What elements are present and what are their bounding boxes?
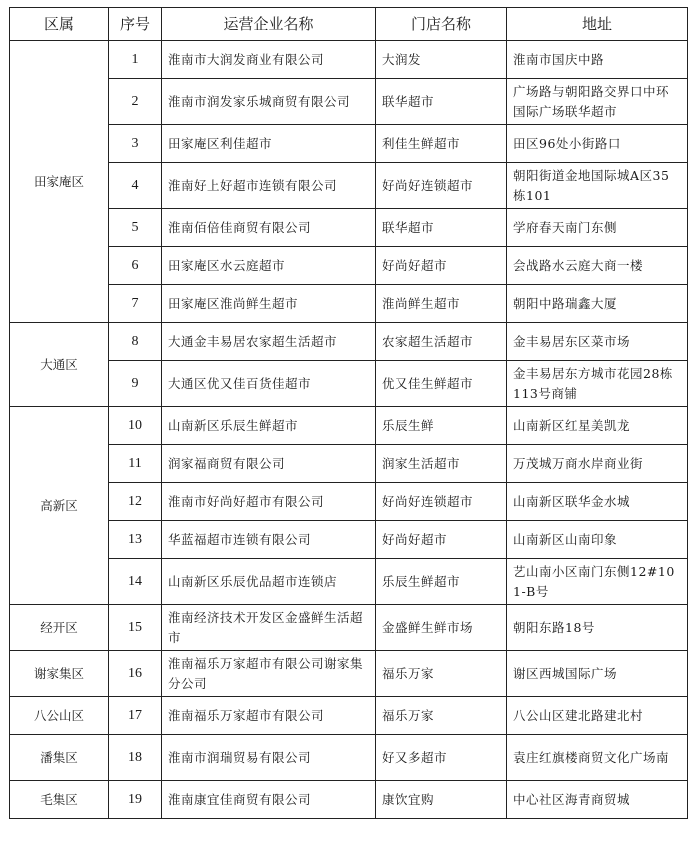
company-name: 淮南市好尚好超市有限公司	[162, 483, 376, 521]
table-row	[10, 247, 688, 285]
row-number: 16	[109, 651, 162, 697]
company-name: 润家福商贸有限公司	[162, 445, 376, 483]
district-cell: 大通区	[10, 323, 109, 407]
store-address: 谢区西城国际广场	[507, 651, 688, 697]
header-company: 运营企业名称	[162, 8, 376, 41]
table-row	[10, 323, 688, 361]
company-name: 淮南康宜佳商贸有限公司	[162, 781, 376, 819]
table-row	[10, 697, 688, 735]
district-cell: 田家庵区	[10, 41, 109, 323]
store-address: 艺山南小区南门东侧12#101-B号	[507, 559, 688, 605]
header-address: 地址	[507, 8, 688, 41]
table-row	[10, 445, 688, 483]
district-cell: 潘集区	[10, 735, 109, 781]
company-name: 田家庵区利佳超市	[162, 125, 376, 163]
company-name: 淮南佰倍佳商贸有限公司	[162, 209, 376, 247]
table-row	[10, 285, 688, 323]
table-header-row	[10, 8, 688, 41]
store-name: 福乐万家	[376, 697, 507, 735]
table-row	[10, 781, 688, 819]
header-no: 序号	[109, 8, 162, 41]
store-address: 山南新区山南印象	[507, 521, 688, 559]
row-number: 4	[109, 163, 162, 209]
table-row	[10, 79, 688, 125]
store-name: 福乐万家	[376, 651, 507, 697]
store-address: 八公山区建北路建北村	[507, 697, 688, 735]
row-number: 18	[109, 735, 162, 781]
header-store: 门店名称	[376, 8, 507, 41]
store-name: 乐辰生鲜	[376, 407, 507, 445]
store-address: 淮南市国庆中路	[507, 41, 688, 79]
company-name: 华蓝福超市连锁有限公司	[162, 521, 376, 559]
table-row	[10, 361, 688, 407]
row-number: 8	[109, 323, 162, 361]
company-name: 淮南好上好超市连锁有限公司	[162, 163, 376, 209]
row-number: 11	[109, 445, 162, 483]
company-name: 淮南福乐万家超市有限公司	[162, 697, 376, 735]
store-address: 山南新区红星美凯龙	[507, 407, 688, 445]
document-page	[9, 7, 688, 819]
row-number: 13	[109, 521, 162, 559]
store-name: 金盛鲜生鲜市场	[376, 605, 507, 651]
district-cell: 经开区	[10, 605, 109, 651]
store-address: 学府春天南门东侧	[507, 209, 688, 247]
company-name: 山南新区乐辰生鲜超市	[162, 407, 376, 445]
store-name: 好尚好连锁超市	[376, 163, 507, 209]
row-number: 1	[109, 41, 162, 79]
store-name: 优又佳生鲜超市	[376, 361, 507, 407]
store-name: 好尚好连锁超市	[376, 483, 507, 521]
store-address: 田区96处小街路口	[507, 125, 688, 163]
row-number: 6	[109, 247, 162, 285]
table-row	[10, 651, 688, 697]
district-cell: 八公山区	[10, 697, 109, 735]
store-name: 乐辰生鲜超市	[376, 559, 507, 605]
row-number: 15	[109, 605, 162, 651]
store-address: 广场路与朝阳路交界口中环国际广场联华超市	[507, 79, 688, 125]
store-address: 中心社区海青商贸城	[507, 781, 688, 819]
store-list-table	[9, 7, 688, 819]
row-number: 3	[109, 125, 162, 163]
store-name: 好尚好超市	[376, 521, 507, 559]
district-cell: 谢家集区	[10, 651, 109, 697]
company-name: 田家庵区水云庭超市	[162, 247, 376, 285]
table-row	[10, 559, 688, 605]
store-address: 金丰易居东区菜市场	[507, 323, 688, 361]
table-row	[10, 163, 688, 209]
row-number: 12	[109, 483, 162, 521]
company-name: 大通金丰易居农家超生活超市	[162, 323, 376, 361]
store-name: 好尚好超市	[376, 247, 507, 285]
store-name: 联华超市	[376, 209, 507, 247]
store-address: 朝阳东路18号	[507, 605, 688, 651]
table-row	[10, 41, 688, 79]
table-row	[10, 125, 688, 163]
store-name: 大润发	[376, 41, 507, 79]
table-row	[10, 209, 688, 247]
table-row	[10, 483, 688, 521]
table-row	[10, 605, 688, 651]
store-address: 万茂城万商水岸商业街	[507, 445, 688, 483]
store-address: 袁庄红旗楼商贸文化广场南	[507, 735, 688, 781]
store-name: 农家超生活超市	[376, 323, 507, 361]
header-district: 区属	[10, 8, 109, 41]
table-row	[10, 521, 688, 559]
store-name: 润家生活超市	[376, 445, 507, 483]
row-number: 9	[109, 361, 162, 407]
district-cell: 高新区	[10, 407, 109, 605]
company-name: 大通区优又佳百货佳超市	[162, 361, 376, 407]
store-address: 朝阳街道金地国际城A区35栋101	[507, 163, 688, 209]
table-row	[10, 735, 688, 781]
store-address: 会战路水云庭大商一楼	[507, 247, 688, 285]
store-name: 淮尚鲜生超市	[376, 285, 507, 323]
store-name: 康饮宜购	[376, 781, 507, 819]
district-cell: 毛集区	[10, 781, 109, 819]
company-name: 田家庵区淮尚鲜生超市	[162, 285, 376, 323]
row-number: 2	[109, 79, 162, 125]
row-number: 5	[109, 209, 162, 247]
store-address: 金丰易居东方城市花园28栋113号商铺	[507, 361, 688, 407]
row-number: 7	[109, 285, 162, 323]
row-number: 19	[109, 781, 162, 819]
store-name: 利佳生鲜超市	[376, 125, 507, 163]
company-name: 山南新区乐辰优品超市连锁店	[162, 559, 376, 605]
company-name: 淮南市大润发商业有限公司	[162, 41, 376, 79]
company-name: 淮南市润发家乐城商贸有限公司	[162, 79, 376, 125]
row-number: 14	[109, 559, 162, 605]
store-address: 山南新区联华金水城	[507, 483, 688, 521]
table-row	[10, 407, 688, 445]
store-name: 好又多超市	[376, 735, 507, 781]
company-name: 淮南经济技术开发区金盛鲜生活超市	[162, 605, 376, 651]
company-name: 淮南福乐万家超市有限公司谢家集分公司	[162, 651, 376, 697]
store-name: 联华超市	[376, 79, 507, 125]
company-name: 淮南市润瑞贸易有限公司	[162, 735, 376, 781]
row-number: 10	[109, 407, 162, 445]
row-number: 17	[109, 697, 162, 735]
store-address: 朝阳中路瑞鑫大厦	[507, 285, 688, 323]
